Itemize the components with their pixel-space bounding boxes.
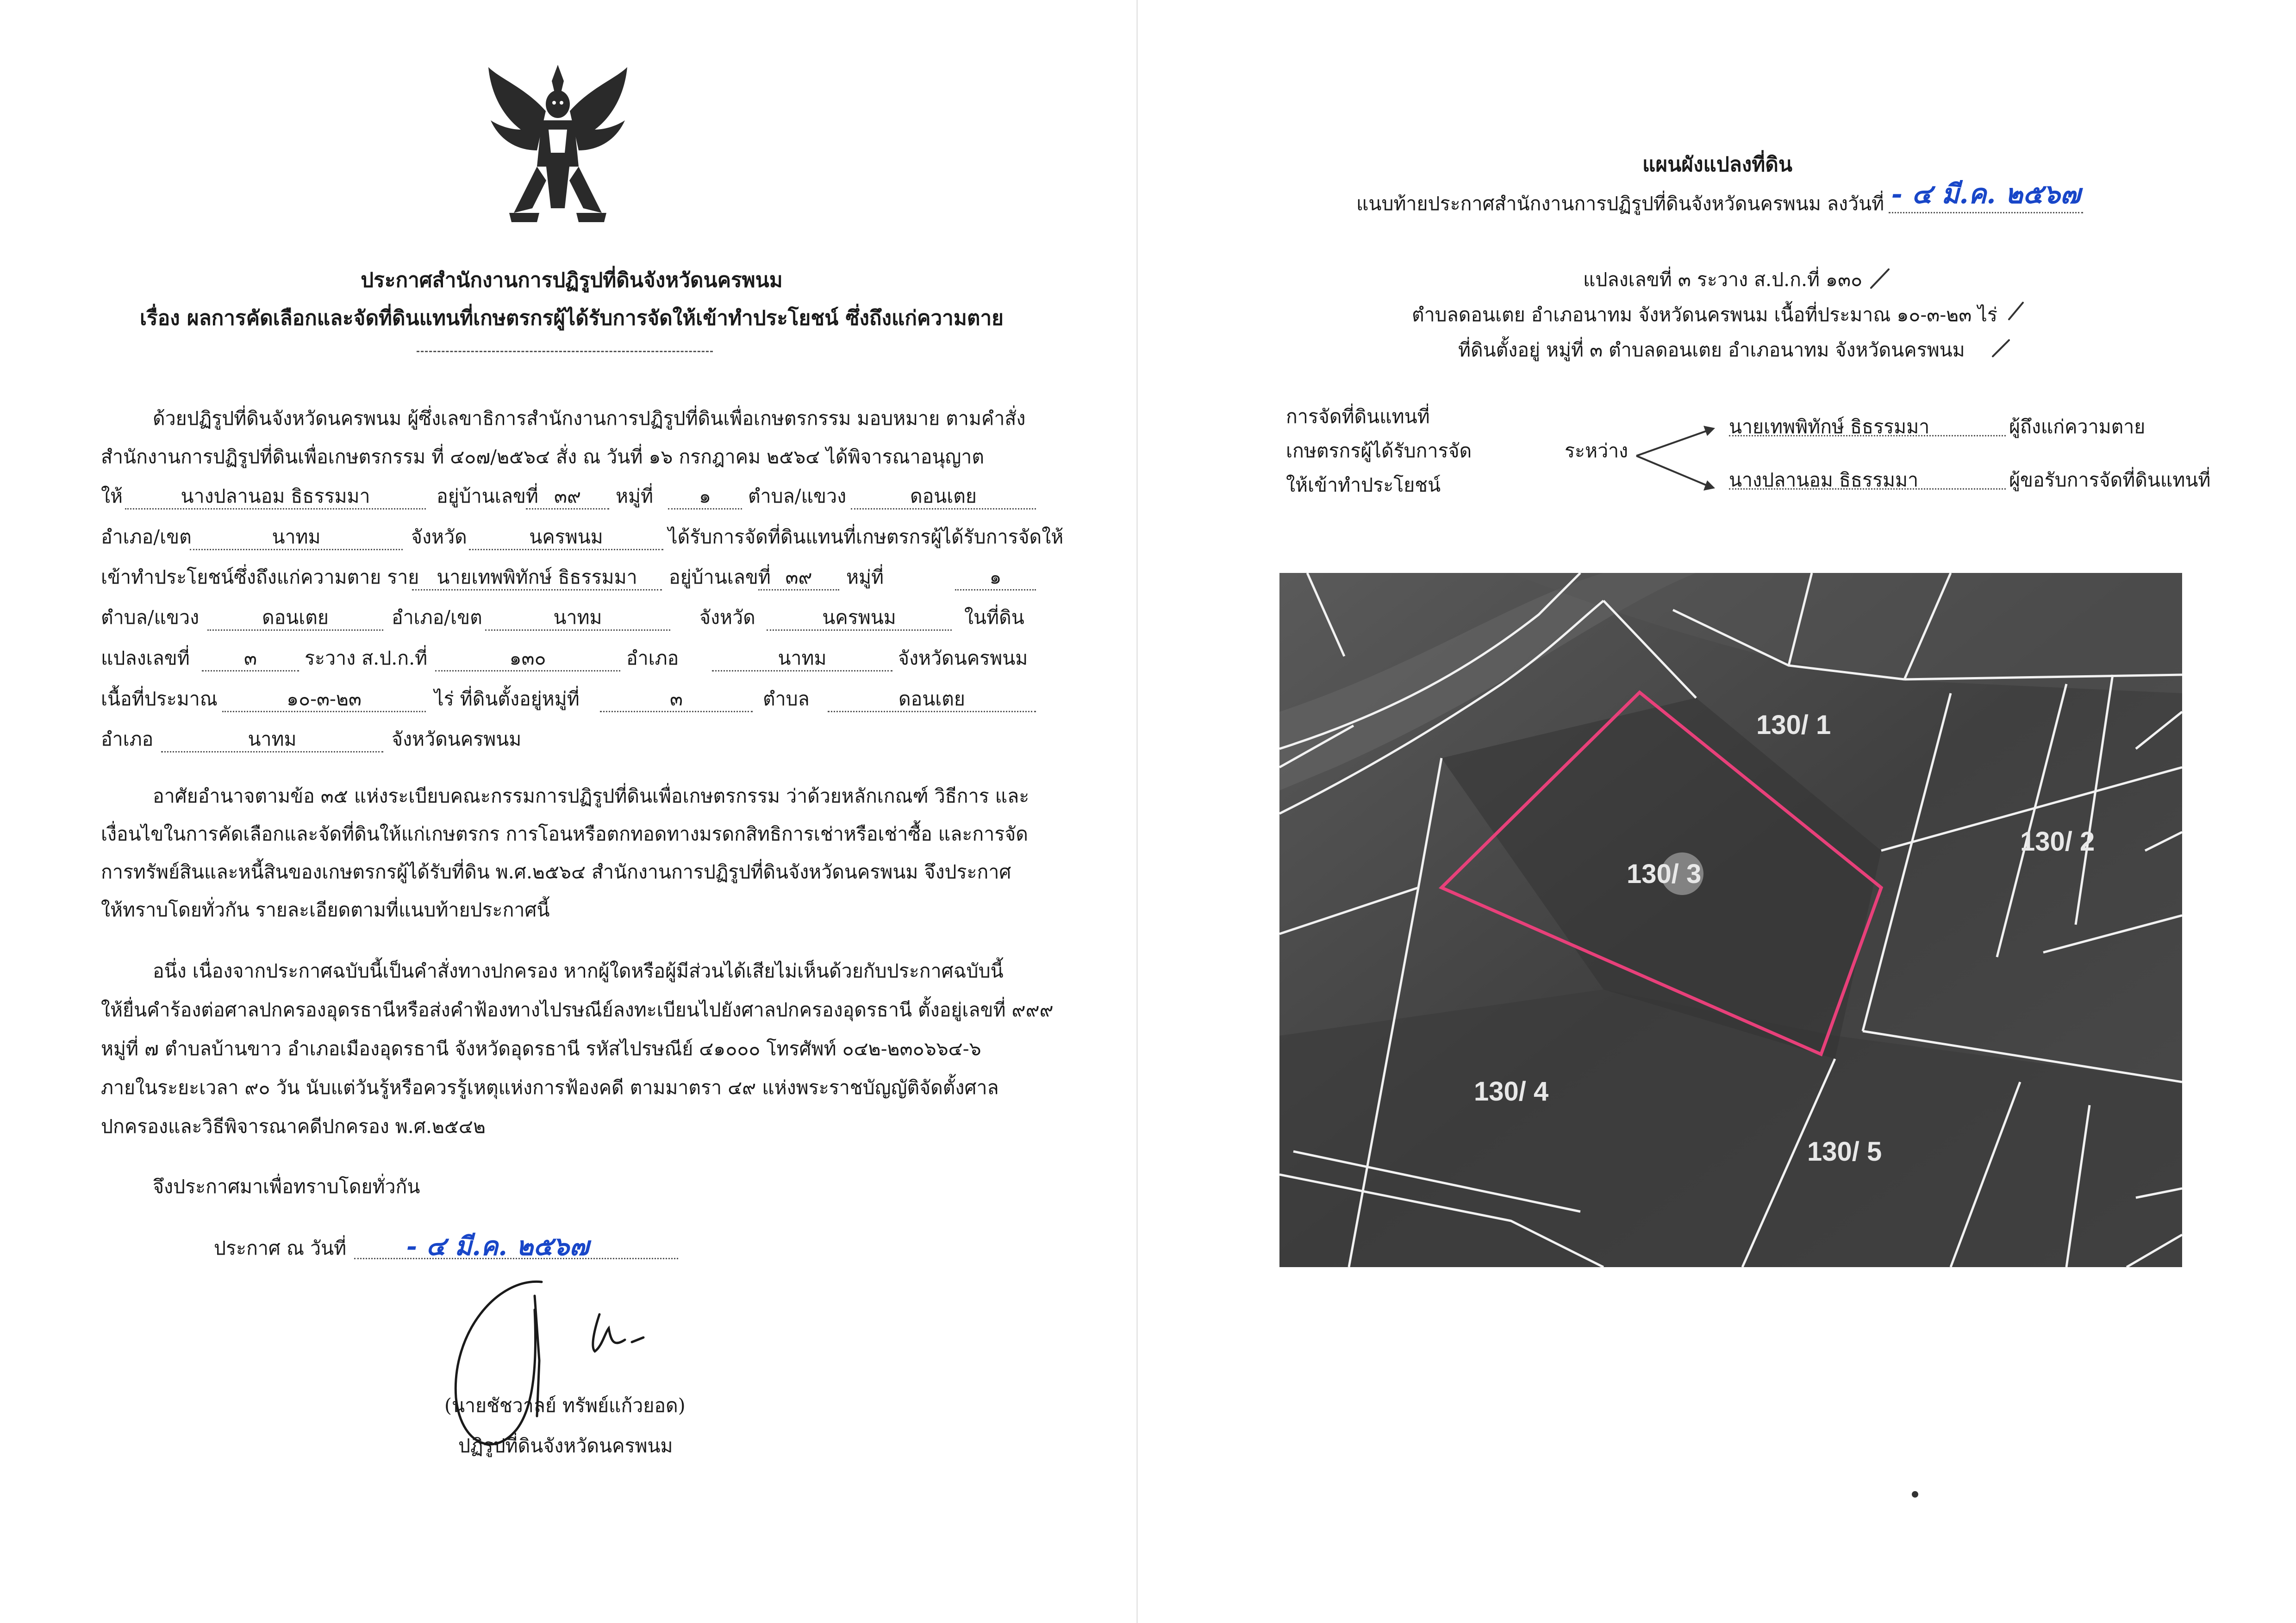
appeal-line-3: หมู่ที่ ๗ ตำบลบ้านขาว อำเภอเมืองอุดรธานี จังหวัดอุดรธานี รหัสไปรษณีย์ ๔๑๐๐๐ โทรศัพท์ ๐๔๒-๒๓๐๖๖๔-๖ [101,1038,981,1060]
announce-date-handwritten: - ๔ มี.ค. ๒๕๖๗ [406,1231,589,1262]
deceased-person-line [1729,435,2006,436]
grantee-name-field: นางปลานอม ธิธรรมมา [125,481,426,510]
deceased-person: นายเทพพิทักษ์ ธิธรรมมา [1729,416,1930,438]
form-row-area [101,684,1036,717]
announce-date-label: ประกาศ ณ วันที่ [214,1237,347,1259]
label-amphoe-2: อำเภอ/เขต [392,606,482,628]
authority-line-4: ให้ทราบโดยทั่วกัน รายละเอียดตามที่แนบท้ายประกาศนี้ [101,899,550,921]
form-row-grantee [101,481,1036,515]
title-divider [417,351,713,352]
label-in-land: ในที่ดิน [964,606,1024,628]
intro-line-1: ด้วยปฏิรูปที่ดินจังหวัดนครพนม ผู้ซึ่งเลขาธิการสำนักงานการปฏิรูปที่ดินเพื่อเกษตรกรรม มอบหมาย ตามคำสั่ง [153,407,1026,429]
plot-map-drawing [1279,573,2182,1267]
label-tambon-2: ตำบล/แขวง [101,606,200,628]
rawang-field: ๑๓๐ [435,643,620,672]
scan-speck [1912,1491,1918,1498]
authority-line-2: เงื่อนไขในการคัดเลือกและจัดที่ดินให้แก่เกษตรกร การโอนหรือตกทอดทางมรดกสิทธิการเช่าหรือเช่าซื้อ และการจัด [101,823,1028,845]
signer-title: ปฏิรูปที่ดินจังหวัดนครพนม [458,1435,673,1457]
appeal-line-5: ปกครองและวิธีพิจารณาคดีปกครอง พ.ศ.๒๕๔๒ [101,1115,486,1138]
grantee-house-field: ๓๙ [526,481,609,510]
label-house-2: อยู่บ้านเลขที่ [669,566,771,588]
grantee-tambon-field: ดอนเตย [851,481,1036,510]
plot-map-title: แผนผังแปลงที่ดิน [1642,153,1792,176]
area-field: ๑๐-๓-๒๓ [222,684,426,712]
garuda-emblem-icon [481,60,634,236]
deceased-amphoe-field: นาทม [485,603,670,631]
label-tambon: ตำบล/แขวง [748,485,847,507]
label-between: ระวาง ส.ป.ก.ที่ [305,647,428,669]
label-tambon-only: ตำบล [763,688,810,710]
announcement-subject: เรื่อง ผลการคัดเลือกและจัดที่ดินแทนที่เกษตรกรผู้ได้รับการจัดให้เข้าทำประโยชน์ ซึ่งถึงแก่ความตาย [140,306,1004,330]
located-tambon-field: ดอนเตย [828,684,1036,712]
label-amphoe: อำเภอ/เขต [101,526,192,548]
signer-name: (นายชัชวาลย์ ทรัพย์แก้วยอด) [444,1394,686,1417]
plot-line-1: แปลงเลขที่ ๓ ระวาง ส.ป.ก.ที่ ๑๓๐ [1583,268,1863,291]
allocation-line-2: เกษตรกรผู้ได้รับการจัด [1286,440,1472,462]
aerial-plot-map [1279,573,2182,1267]
map-label-130-4: 130/ 4 [1474,1076,1549,1107]
closing-text: จึงประกาศมาเพื่อทราบโดยทั่วกัน [153,1175,420,1198]
appeal-line-1: อนึ่ง เนื่องจากประกาศฉบับนี้เป็นคำสั่งทางปกครอง หากผู้ใดหรือผู้มีส่วนได้เสียไม่เห็นด้วยกับประกาศฉบับนี้ [153,960,1004,982]
applicant-role: ผู้ขอรับการจัดที่ดินแทนที่ [2009,469,2211,491]
plot-amphoe-field: นาทม [712,643,892,672]
appeal-line-4: ภายในระยะเวลา ๙๐ วัน นับแต่วันรู้หรือควรรู้เหตุแห่งการฟ้องคดี ตามมาตรา ๔๙ แห่งพระราชบัญญัติจัดตั้งศาล [101,1076,999,1099]
label-province: จังหวัด [411,526,467,548]
label-province-2: จังหวัด [699,606,755,628]
applicant-person-line [1729,488,2006,490]
grantee-amphoe-field: นาทม [190,522,403,550]
text-received: ได้รับการจัดที่ดินแทนที่เกษตรกรผู้ได้รับการจัดให้ [668,526,1064,548]
text-deceased: เข้าทำประโยชน์ซึ่งถึงแก่ความตาย ราย [101,566,419,588]
label-amphoe-only: อำเภอ [626,647,679,669]
intro-line-2: สำนักงานการปฏิรูปที่ดินเพื่อเกษตรกรรม ที่ ๔๐๗/๒๕๖๔ สั่ง ณ วันที่ ๑๖ กรกฎาคม ๒๕๖๔ ได้พิจารณาอนุญาต [101,446,984,468]
grantee-moo-field: ๑ [668,481,742,510]
plot-line-2: ตำบลดอนเตย อำเภอนาทม จังหวัดนครพนม เนื้อที่ประมาณ ๑๐-๓-๒๓ ไร่ [1412,304,1997,326]
label-amphoe-only-2: อำเภอ [101,728,154,750]
deceased-role: ผู้ถึงแก่ความตาย [2009,416,2146,438]
deceased-province-field: นครพนม [767,603,952,631]
located-moo-field: ๓ [600,684,753,712]
allocation-line-1: การจัดที่ดินแทนที่ [1286,405,1430,428]
form-row-located-amphoe [101,724,1036,758]
deceased-house-field: ๓๙ [758,562,839,591]
attach-date-handwritten: - ๔ มี.ค. ๒๕๖๗ [1891,178,2081,210]
authority-line-1: อาศัยอำนาจตามข้อ ๓๕ แห่งระเบียบคณะกรรมการปฏิรูปที่ดินเพื่อเกษตรกรรม ว่าด้วยหลักเกณฑ์ วิธีการ และ [153,785,1029,807]
form-row-deceased-address [101,603,1036,636]
allocation-line-3: ให้เข้าทำประโยชน์ [1286,474,1441,496]
label-give: ให้ [101,485,123,507]
map-label-130-3: 130/ 3 [1627,859,1702,889]
label-moo-2: หมู่ที่ [846,566,884,588]
label-rai-located: ไร่ ที่ดินตั้งอยู่หมู่ที่ [434,688,580,710]
located-amphoe-field: นาทม [161,724,383,752]
deceased-name-field: นายเทพพิทักษ์ ธิธรรมมา [412,562,662,591]
label-moo: หมู่ที่ [616,485,654,507]
label-province-name: จังหวัดนครพนม [898,647,1028,669]
announcement-title: ประกาศสำนักงานการปฏิรูปที่ดินจังหวัดนครพนม [361,268,783,292]
label-house: อยู่บ้านเลขที่ [437,485,538,507]
form-row-grantee-district [101,522,1064,555]
deceased-tambon-field: ดอนเตย [207,603,383,631]
page-fold [1136,0,1138,1623]
label-plot: แปลงเลขที่ [101,647,190,669]
attach-label: แนบท้ายประกาศสำนักงานการปฏิรูปที่ดินจังหวัดนครพนม ลงวันที่ [1356,193,1884,215]
plot-line-3: ที่ดินตั้งอยู่ หมู่ที่ ๓ ตำบลดอนเตย อำเภอนาทม จังหวัดนครพนม [1458,339,1965,361]
label-province-name-2: จังหวัดนครพนม [392,728,522,750]
map-label-130-5: 130/ 5 [1807,1137,1882,1167]
map-label-130-1: 130/ 1 [1756,710,1831,740]
branch-arrows-icon [1634,421,1717,495]
map-label-130-2: 130/ 2 [2020,827,2095,857]
form-row-plot [101,643,1036,677]
authority-line-3: การทรัพย์สินและหนี้สินของเกษตรกรผู้ได้รับที่ดิน พ.ศ.๒๕๖๔ สำนักงานการปฏิรูปที่ดินจังหวัดนครพนม จึงประกาศ [101,861,1011,883]
appeal-line-2: ให้ยื่นคำร้องต่อศาลปกครองอุดรธานีหรือส่งคำฟ้องทางไปรษณีย์ลงทะเบียนไปยังศาลปกครองอุดรธานี ตั้งอยู่เลขที่ ๙๙๙ [101,999,1054,1021]
label-area: เนื้อที่ประมาณ [101,688,218,710]
form-row-deceased [101,562,1036,596]
deceased-moo-field: ๑ [955,562,1036,591]
grantee-province-field: นครพนม [469,522,663,550]
between-label: ระหว่าง [1565,440,1628,462]
plot-number-field: ๓ [202,643,299,672]
check-marks-icon [1870,264,2078,366]
applicant-person: นางปลานอม ธิธรรมมา [1729,469,1919,491]
